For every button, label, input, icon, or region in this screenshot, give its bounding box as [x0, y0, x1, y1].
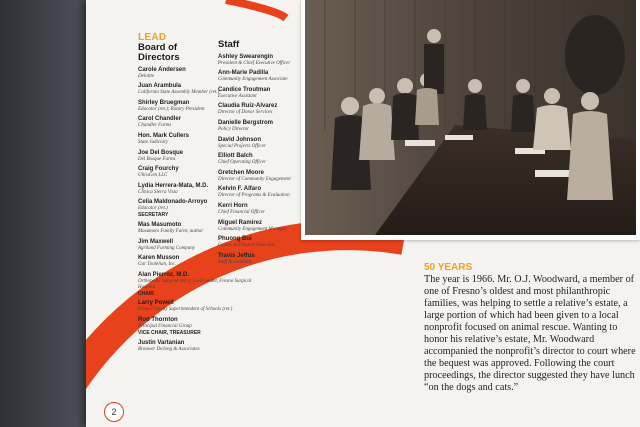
- board-role: Fresno County Superintendent of Schools (ret.): [138, 307, 233, 313]
- board-entry: [138, 340, 258, 353]
- board-heading-line2: Directors: [138, 52, 180, 63]
- staff-list: [218, 54, 318, 266]
- board-role: Chandler Farms: [138, 123, 172, 129]
- staff-role: Chief Operating Officer: [218, 160, 267, 166]
- staff-entry: [218, 236, 318, 249]
- board-role: Agriland Farming Company: [138, 245, 195, 251]
- staff-entry: [218, 137, 318, 150]
- staff-role: Community Engagement Associate: [218, 77, 288, 83]
- staff-entry: [218, 170, 318, 183]
- board-name: Jim Maxwell: [138, 238, 174, 245]
- staff-role: Chief Financial Officer: [218, 209, 265, 215]
- board-role: Deloitte: [138, 73, 155, 79]
- board-role: California State Assembly Member (ret.): [138, 90, 220, 96]
- fifty-years-story: The year is 1966. Mr. O.J. Woodward, a member of one of Fresno’s oldest and most philanthropic families, was helping to settle a relative’s estate, a large portion of which had been given to a local nonprofit focused on animal rescue. Wanting to honor his relative’s estate, Mr. Woodward accompanied the nonprofit’s director to court where the bequest was approved. Following the court proceedings, the director suggested they have lunch “on the dogs and cats.”: [424, 274, 636, 393]
- staff-entry: [218, 120, 318, 133]
- staff-entry: [218, 87, 318, 100]
- board-role: Educator (ret.); Rotary President: [138, 106, 205, 112]
- lead-label: LEAD: [138, 32, 167, 43]
- board-role: State Judiciary: [138, 139, 169, 145]
- board-title: VICE CHAIR, TREASURER: [138, 329, 201, 336]
- board-name: Hon. Mark Cullers: [138, 132, 190, 139]
- staff-name: Elliott Balch: [218, 153, 253, 160]
- board-name: Joe Del Bosque: [138, 149, 184, 156]
- board-name: Justin Vartanian: [138, 339, 185, 346]
- board-entry: [138, 300, 258, 313]
- staff-name: Candice Troutman: [218, 86, 271, 93]
- board-name: Karen Musson: [138, 255, 180, 262]
- staff-role: Executive Assistant: [218, 93, 257, 99]
- staff-name: Claudia Ruiz-Alvarez: [218, 103, 278, 110]
- board-role: UltraGen LLC: [138, 173, 168, 179]
- staff-entry: [218, 54, 318, 67]
- board-title: CHAIR: [138, 290, 154, 297]
- board-role: Orthopedic Surgeon (ret.); Co-Founder, Fresno Surgical Hospital: [138, 278, 252, 290]
- staff-role: Staff Accountant: [218, 259, 252, 265]
- boardroom-photo: [305, 0, 636, 235]
- board-name: Alan Pierroz, M.D.: [138, 271, 190, 278]
- board-role: Gar Tootelian, Inc.: [138, 262, 177, 268]
- board-name: Juan Arambula: [138, 83, 182, 90]
- staff-role: President & Chief Executive Officer: [218, 60, 291, 66]
- staff-role: Director of Community Engagement: [218, 176, 291, 182]
- historic-photo: [301, 0, 640, 240]
- staff-name: Phuong Bui: [218, 236, 252, 243]
- board-name: Larry Powell: [138, 300, 174, 307]
- staff-column: [218, 40, 318, 266]
- staff-name: Travis Jeffus: [218, 252, 255, 259]
- board-role: Principal Financial Group: [138, 323, 192, 329]
- staff-entry: [218, 186, 318, 199]
- board-heading-line1: Board of: [138, 42, 178, 53]
- staff-name: David Johnson: [218, 136, 262, 143]
- staff-name: Kerri Horn: [218, 202, 248, 209]
- staff-role: Community Engagement Manager: [218, 226, 287, 232]
- board-name: Mas Masumoto: [138, 221, 182, 228]
- board-name: Carol Chandler: [138, 116, 182, 123]
- board-title: SECRETARY: [138, 212, 169, 219]
- staff-entry: [218, 203, 318, 216]
- board-name: Craig Fourchy: [138, 166, 179, 173]
- staff-name: Danielle Bergstrom: [218, 119, 274, 126]
- staff-heading: Staff: [218, 39, 240, 50]
- staff-entry: [218, 70, 318, 83]
- staff-role: Grants & Finance Associate: [218, 243, 275, 249]
- board-name: Shirley Bruegman: [138, 99, 190, 106]
- fifty-years-heading: 50 YEARS: [424, 262, 473, 273]
- board-role: Educator (ret.): [138, 206, 168, 212]
- board-name: Celia Maldonado-Arroyo: [138, 199, 208, 206]
- board-name: Lydia Herrera-Mata, M.D.: [138, 182, 209, 189]
- staff-role: Policy Director: [218, 126, 250, 132]
- staff-entry: [218, 103, 318, 116]
- staff-name: Kelvin F. Alfaro: [218, 186, 262, 193]
- staff-role: Director of Programs & Evaluation: [218, 193, 290, 199]
- staff-role: Director of Donor Services: [218, 110, 273, 116]
- board-role: Del Bosque Farms: [138, 156, 176, 162]
- board-entry: [138, 272, 258, 297]
- board-role: Brouwer DeJong & Associates: [138, 346, 200, 352]
- staff-entry: [218, 220, 318, 233]
- page-number: 2: [104, 402, 124, 422]
- staff-role: Special Projects Officer: [218, 143, 266, 149]
- staff-name: Ann-Marie Padilla: [218, 70, 269, 77]
- staff-entry: [218, 153, 318, 166]
- board-entry: [138, 317, 258, 336]
- board-name: Rod Thornton: [138, 316, 178, 323]
- staff-name: Ashley Swearengin: [218, 53, 274, 60]
- board-name: Carole Andersen: [138, 66, 186, 73]
- staff-entry: [218, 253, 318, 266]
- brochure-page: [86, 0, 640, 427]
- board-role: Clinica Sierra Vista: [138, 189, 178, 195]
- staff-name: Miguel Ramirez: [218, 219, 263, 226]
- staff-name: Gretchen Moore: [218, 169, 265, 176]
- board-role: Masumoto Family Farm; author: [138, 228, 204, 234]
